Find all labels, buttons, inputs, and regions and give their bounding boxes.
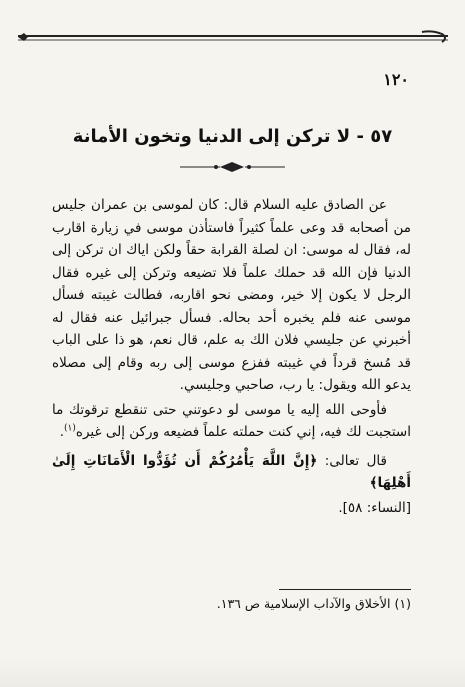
quote-text: ﴿إِنَّ اللَّهَ يَأْمُرُكُمْ أَن تُؤَدُّوا الْأَمَانَاتِ إِلَىٰ أَهْلِهَا﴾ bbox=[52, 452, 411, 491]
paragraph-2: فأوحى الله إليه يا موسى لو دعوتني حتى تنقطع ترقوتك ما استجبت لك فيه، إني كنت حملته علماً فضيعه وركن إلى غيره$^{(١)}$. bbox=[52, 401, 411, 440]
page-shadow bbox=[0, 657, 465, 687]
title-divider-ornament bbox=[180, 160, 285, 174]
chapter-title: ٥٧ - لا تركن إلى الدنيا وتخون الأمانة bbox=[72, 126, 393, 147]
body-text bbox=[52, 194, 411, 519]
quote-reference: [النساء: ٥٨]. bbox=[338, 499, 411, 516]
paragraph-1: عن الصادق عليه السلام قال: كان لموسى بن عمران جليس من أصحابه قد وعى علماً كثيراً فاستأذن موسى في زيارة اقارب له، فقال له موسى: ان لصلة القرابة حقاً ولكن اياك ان تركن إلى الدنيا فإن الله قد حملك علماً فلا تضيعه وتركن إلى غيره فقال الرجل لا يكون إلا خير، ومضى نحو اقاربه، فطالت غيبته فسأل موسى عنه فلم يخبره أحد بحاله. فسأل جبرائيل عنه فقال له أخبرني عن جليسي فلان الك به علم، قال نعم، هو ذا على الباب قد مُسخ قرداً في غيبته ففزع موسى إلى ربه وقام إلى مصلاه يدعو الله ويقول: يا رب، صاحبي وجليسي. bbox=[52, 197, 411, 393]
page-number: ١٢٠ bbox=[383, 70, 409, 89]
footnote-divider bbox=[279, 589, 411, 590]
paragraph-2-text: فأوحى الله إليه يا موسى لو دعوتني حتى تنقطع ترقوتك ما استجبت لك فيه، إني كنت حملته علماً فضيعه وركن إلى غيره bbox=[52, 401, 411, 440]
footnote: (١) الأخلاق والآداب الإسلامية ص ١٣٦. bbox=[216, 596, 411, 611]
footnote-ref: (١) bbox=[64, 423, 76, 434]
top-border-ornament bbox=[18, 30, 448, 44]
quran-quote bbox=[52, 450, 411, 495]
quote-intro: قال تعالى: bbox=[324, 452, 388, 469]
